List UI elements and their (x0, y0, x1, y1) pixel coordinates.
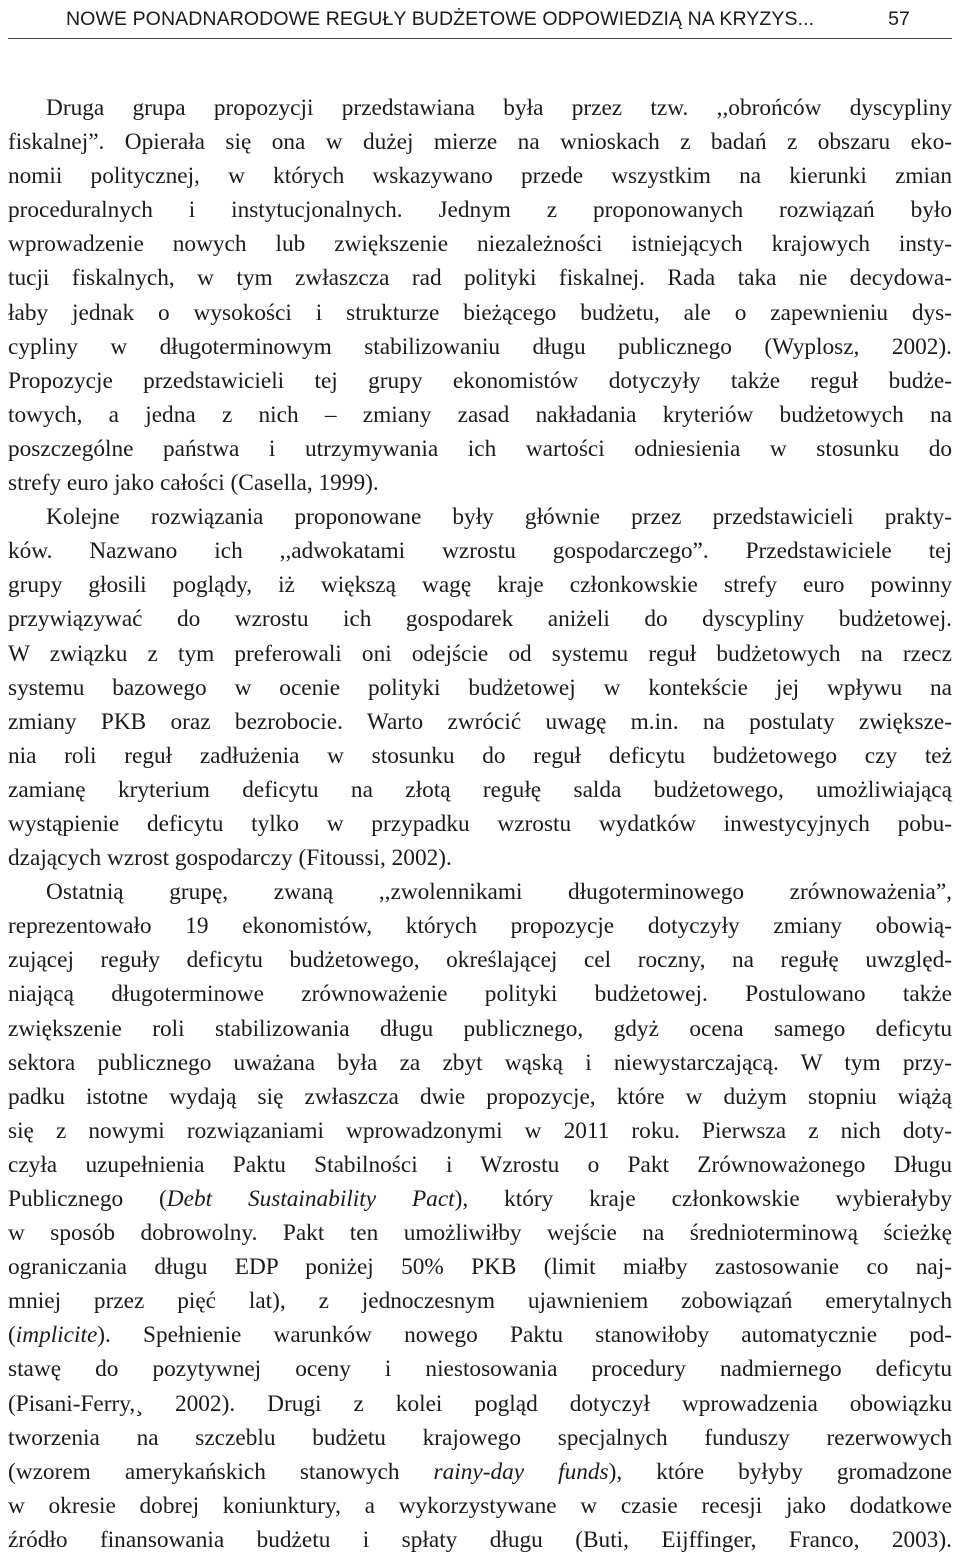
text-line: Propozycje przedstawicieli tej grupy ekonomistów dotyczyły także reguł budże- (8, 367, 952, 394)
text-segment: ), który kraje członkowskie wybierałyby (454, 1186, 952, 1212)
italic-term: Debt Sustainability Pact (166, 1186, 455, 1212)
text-segment: (wzorem amerykańskich stanowych (8, 1458, 434, 1485)
text-line (8, 1455, 952, 1489)
text-line: strefy euro jako całości (Casella, 1999). (8, 470, 379, 497)
text-segment: Publicznego ( (8, 1186, 167, 1212)
text-line: Kolejne rozwiązania proponowane były głównie przez przedstawicieli prakty- (46, 504, 952, 531)
text-line: padku istotne wydają się zwłaszcza dwie propozycje, które w dużym stopniu wiążą (8, 1083, 952, 1110)
text-line: reprezentowało 19 ekonomistów, których propozycje dotyczyły zmiany obowią- (8, 913, 952, 940)
text-line: nia roli reguł zadłużenia w stosunku do reguł deficytu budżetowego czy też (8, 742, 952, 769)
text-line: poszczególne państwa i utrzymywania ich wartości odniesienia w stosunku do (8, 435, 952, 462)
text-line: Druga grupa propozycji przedstawiana była przez tzw. ,,obrońców dyscypliny (46, 95, 952, 121)
text-line: systemu bazowego w ocenie polityki budżetowej w kontekście jej wpływu na (8, 674, 952, 701)
text-line: w okresie dobrej koniunktury, a wykorzystywane w czasie recesji jako dodatkowe (8, 1492, 952, 1519)
text-line: zamianę kryterium deficytu na złotą regułę salda budżetowego, umożliwiającą (8, 776, 952, 803)
text-line: mniej przez pięć lat), z jednoczesnym ujawnieniem zobowiązań emerytalnych (8, 1288, 952, 1315)
text-line: grupy głosili poglądy, iż większą wagę kraje członkowskie strefy euro powinny (8, 572, 952, 599)
text-line: wprowadzenie nowych lub zwiększenie niezależności istniejących krajowych insty- (8, 231, 952, 258)
text-line: tucji fiskalnych, w tym zwłaszcza rad polityki fiskalnej. Rada taka nie decydowa- (8, 265, 952, 292)
text-line: dzających wzrost gospodarczy (Fitoussi, 2002). (8, 845, 452, 872)
text-line: w sposób dobrowolny. Pakt ten umożliwiłby wejście na średnioterminową ścieżkę (8, 1220, 952, 1247)
text-line: przywiązywać do wzrostu ich gospodarek aniżeli do dyscypliny budżetowej. (8, 606, 952, 633)
body-text (8, 91, 952, 1557)
text-line: się z nowymi rozwiązaniami wprowadzonymi w 2011 roku. Pierwsza z nich doty- (8, 1117, 952, 1144)
text-segment: ), które byłyby gromadzone (608, 1458, 953, 1485)
text-line (8, 1318, 952, 1352)
text-line: cypliny w długoterminowym stabilizowaniu długu publicznego (Wyplosz, 2002). (8, 333, 952, 360)
text-line: towych, a jedna z nich – zmiany zasad nakładania kryteriów budżetowych na (8, 401, 952, 428)
text-line: tworzenia na szczeblu budżetu krajowego specjalnych funduszy rezerwowych (8, 1424, 952, 1451)
text-line: Ostatnią grupę, zwaną ,,zwolennikami długoterminowego zrównoważenia”, (46, 879, 952, 906)
text-line (8, 1182, 952, 1216)
running-title: NOWE PONADNARODOWE REGUŁY BUDŻETOWE ODPOWIEDZIĄ NA KRYZYS... (66, 8, 815, 30)
text-line: fiskalnej”. Opierała się ona w dużej mierze na wnioskach z badań z obszaru eko- (8, 129, 952, 156)
text-line: niającą długoterminowe zrównoważenie polityki budżetowej. Postulowano także (8, 981, 952, 1008)
running-header (8, 4, 952, 39)
page-number: 57 (888, 8, 910, 30)
italic-term: implicite (15, 1322, 98, 1349)
text-line: czyła uzupełnienia Paktu Stabilności i Wzrostu o Pakt Zrównoważonego Długu (8, 1151, 952, 1178)
text-segment: ). Spełnienie warunków nowego Paktu stanowiłoby automatycznie pod- (97, 1322, 952, 1349)
text-line: łaby jednak o wysokości i strukturze bieżącego budżetu, ale o zapewnieniu dys- (8, 299, 952, 326)
text-line: stawę do pozytywnej oceny i niestosowania procedury nadmiernego deficytu (8, 1356, 952, 1383)
text-line: proceduralnych i instytucjonalnych. Jednym z proponowanych rozwiązań było (8, 197, 952, 224)
text-line: sektora publicznego uważana była za zbyt wąską i niewystarczającą. W tym przy- (8, 1049, 952, 1076)
text-line: zwiększenie roli stabilizowania długu publicznego, gdyż ocena samego deficytu (8, 1015, 952, 1042)
text-line: zmiany PKB oraz bezrobocie. Warto zwrócić uwagę m.in. na postulaty zwiększe- (8, 708, 952, 735)
text-line: zującej reguły deficytu budżetowego, określającej cel roczny, na regułę uwzględ- (8, 947, 952, 974)
text-line: W związku z tym preferowali oni odejście od systemu reguł budżetowych na rzecz (8, 640, 952, 667)
text-line: (Pisani-Ferry,¸ 2002). Drugi z kolei pogląd dotyczył wprowadzenia obowiązku (8, 1390, 952, 1417)
text-line: ków. Nazwano ich ,,adwokatami wzrostu gospodarczego”. Przedstawiciele tej (8, 538, 952, 565)
text-line: nomii politycznej, w których wskazywano przede wszystkim na kierunki zmian (8, 163, 952, 190)
text-line: ograniczania długu EDP poniżej 50% PKB (limit miałby zastosowanie co naj- (8, 1254, 952, 1281)
text-segment: ( (8, 1322, 16, 1349)
text-line: źródło finansowania budżetu i spłaty długu (Buti, Eijffinger, Franco, 2003). (8, 1526, 952, 1553)
text-line: wystąpienie deficytu tylko w przypadku wzrostu wydatków inwestycyjnych pobu- (8, 810, 952, 837)
italic-term: rainy-day funds (433, 1458, 609, 1485)
